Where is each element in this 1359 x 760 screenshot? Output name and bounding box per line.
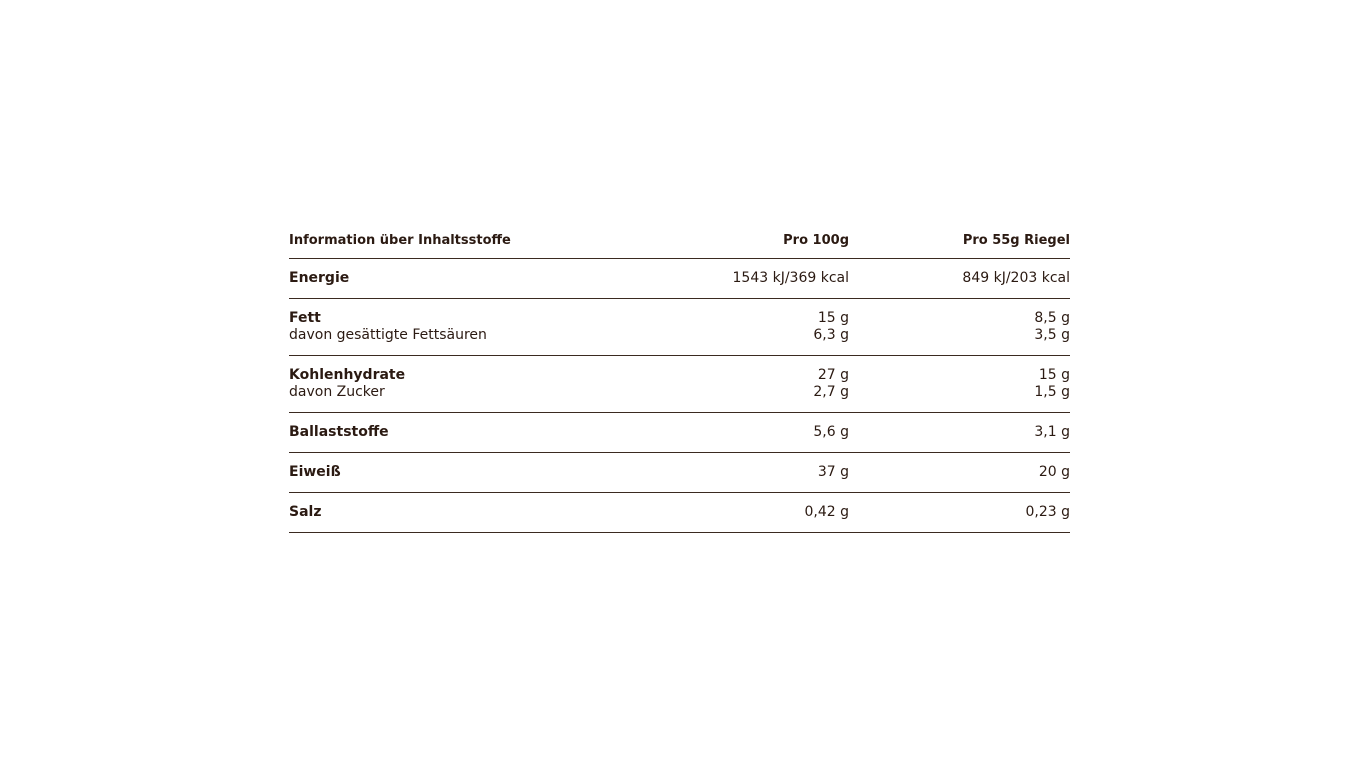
row-label: Eiweiß — [289, 464, 341, 480]
value-per-bar: 3,1 g — [1034, 424, 1070, 440]
header-label: Information über Inhaltsstoffe — [289, 232, 511, 248]
header-per-bar: Pro 55g Riegel — [962, 232, 1070, 248]
table-row-eiweiss — [289, 453, 1070, 493]
row-label: Kohlenhydrate — [289, 367, 406, 383]
row-label: Salz — [289, 504, 322, 520]
table-row-ballaststoffe — [289, 413, 1070, 453]
table-row-fett — [289, 299, 1070, 356]
table-row-energie — [289, 259, 1070, 299]
row-sublabel: davon gesättigte Fettsäuren — [289, 327, 487, 343]
row-label: Fett — [289, 310, 321, 326]
value-per-100g: 15 g — [817, 310, 849, 326]
row-label: Ballaststoffe — [289, 424, 389, 440]
value-per-bar: 8,5 g — [1034, 310, 1070, 326]
nutrition-table — [289, 222, 1070, 533]
row-label: Energie — [289, 270, 350, 286]
subvalue-per-100g: 2,7 g — [813, 384, 849, 400]
value-per-bar: 0,23 g — [1025, 504, 1070, 520]
value-per-100g: 5,6 g — [813, 424, 849, 440]
subvalue-per-100g: 6,3 g — [813, 327, 849, 343]
table-row-kohlenhydrate — [289, 356, 1070, 413]
value-per-100g: 1543 kJ/369 kcal — [732, 270, 849, 286]
value-per-bar: 20 g — [1038, 464, 1070, 480]
value-per-100g: 37 g — [817, 464, 849, 480]
value-per-bar: 849 kJ/203 kcal — [962, 270, 1070, 286]
value-per-100g: 0,42 g — [804, 504, 849, 520]
table-row-salz — [289, 493, 1070, 533]
value-per-100g: 27 g — [817, 367, 849, 383]
row-sublabel: davon Zucker — [289, 384, 385, 400]
table-header-row — [289, 222, 1070, 259]
header-per-100g: Pro 100g — [783, 232, 849, 248]
subvalue-per-bar: 3,5 g — [1034, 327, 1070, 343]
value-per-bar: 15 g — [1038, 367, 1070, 383]
subvalue-per-bar: 1,5 g — [1034, 384, 1070, 400]
